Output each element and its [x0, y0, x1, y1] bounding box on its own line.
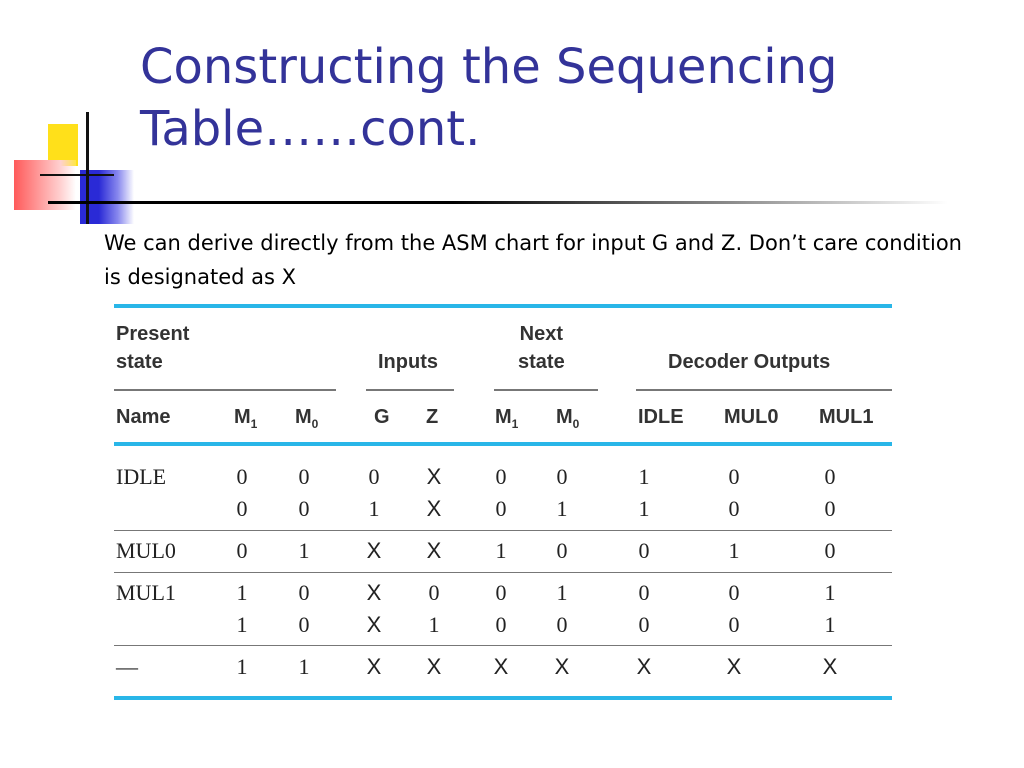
next-state-header: Next state	[518, 323, 565, 373]
slide-title	[140, 36, 1000, 160]
table-cell: 0	[495, 464, 507, 489]
table-cell: 0	[298, 612, 310, 637]
table-cell: X	[366, 654, 382, 679]
table-cell: 1	[638, 496, 650, 521]
table-cell: X	[426, 538, 442, 563]
table-cell: 1	[728, 538, 740, 563]
col-header-z: Z	[426, 406, 439, 428]
col-header-idle: IDLE	[638, 406, 684, 428]
table-cell: 0	[728, 580, 740, 605]
table-cell: 1	[824, 580, 836, 605]
table-cell: 0	[298, 580, 310, 605]
table-cell: 1	[236, 580, 248, 605]
table-cell: X	[493, 654, 509, 679]
table-cell: 0	[728, 464, 740, 489]
table-cell: 0	[236, 538, 248, 563]
inputs-header: Inputs	[378, 351, 438, 373]
table-cell: X	[554, 654, 570, 679]
row-divider-3	[114, 645, 892, 646]
table-cell: 1	[298, 654, 310, 679]
table-cell: 0	[495, 496, 507, 521]
table-cell: X	[426, 496, 442, 521]
col-header-m1: $M_1$	[234, 406, 258, 431]
table-cell: X	[822, 654, 838, 679]
table-cell: 1	[556, 496, 568, 521]
table-cell: 0	[495, 612, 507, 637]
table-cell: 1	[236, 654, 248, 679]
table-cell: 1	[298, 538, 310, 563]
table-cell: 0	[638, 580, 650, 605]
table-cell: 0	[824, 496, 836, 521]
table-cell: 0	[298, 496, 310, 521]
decoder-outputs-header: Decoder Outputs	[668, 351, 831, 373]
present-state-group-rule	[114, 389, 336, 391]
col-header-next-m1: $M_1$	[495, 406, 519, 431]
title-underline	[48, 201, 948, 204]
table-cell: 0	[236, 464, 248, 489]
table-cell: X	[726, 654, 742, 679]
table-cell: X	[366, 538, 382, 563]
table-cell: 0	[638, 612, 650, 637]
table-cell-state-name: —	[116, 654, 138, 679]
table-cell: 1	[368, 496, 380, 521]
decoder-outputs-group-rule	[636, 389, 892, 391]
slide-body-text: We can derive directly from the ASM chart for input G and Z. Don’t care condition is designated as X	[104, 231, 962, 289]
table-cell: 0	[824, 538, 836, 563]
row-divider-2	[114, 572, 892, 573]
table-cell: 1	[824, 612, 836, 637]
present-state-header: Present state	[116, 323, 190, 373]
col-header-next-m0: $M_0$	[556, 406, 580, 431]
table-bottom-rule	[114, 696, 892, 700]
table-cell: 1	[428, 612, 440, 637]
table-cell: X	[636, 654, 652, 679]
row-divider-1	[114, 530, 892, 531]
table-cell: 1	[236, 612, 248, 637]
col-header-name: Name	[116, 406, 171, 428]
table-cell: 0	[824, 464, 836, 489]
table-cell: 0	[236, 496, 248, 521]
table-cell: X	[366, 580, 382, 605]
table-cell: 1	[495, 538, 507, 563]
table-cell: 0	[556, 612, 568, 637]
table-cell-state-name: MUL1	[116, 580, 176, 605]
header-bottom-rule	[114, 442, 892, 446]
decor-short-line	[40, 174, 114, 176]
table-cell-state-name: MUL0	[116, 538, 176, 563]
table-cell: 0	[298, 464, 310, 489]
inputs-group-rule	[366, 389, 454, 391]
col-header-mul0: MUL0	[724, 406, 779, 428]
table-cell: 1	[556, 580, 568, 605]
sequencing-table	[114, 304, 892, 700]
next-state-group-rule	[494, 389, 598, 391]
slide-title-line1: Constructing the Sequencing	[140, 39, 838, 95]
table-cell: 0	[495, 580, 507, 605]
table-cell: 0	[368, 464, 380, 489]
table-cell: 0	[556, 538, 568, 563]
table-cell: 0	[728, 612, 740, 637]
table-cell: 1	[638, 464, 650, 489]
table-cell: 0	[428, 580, 440, 605]
table-cell: X	[366, 612, 382, 637]
table-cell: X	[426, 654, 442, 679]
table-cell: 0	[728, 496, 740, 521]
table-cell: 0	[556, 464, 568, 489]
table-cell: 0	[638, 538, 650, 563]
col-header-m0: $M_0$	[295, 406, 319, 431]
decor-vertical-line	[86, 112, 89, 224]
table-cell: X	[426, 464, 442, 489]
table-cell-state-name: IDLE	[116, 464, 167, 489]
slide-title-line2: Table……cont.	[140, 101, 481, 157]
col-header-g: G	[374, 406, 390, 428]
table-top-rule	[114, 304, 892, 308]
col-header-mul1: MUL1	[819, 406, 874, 428]
